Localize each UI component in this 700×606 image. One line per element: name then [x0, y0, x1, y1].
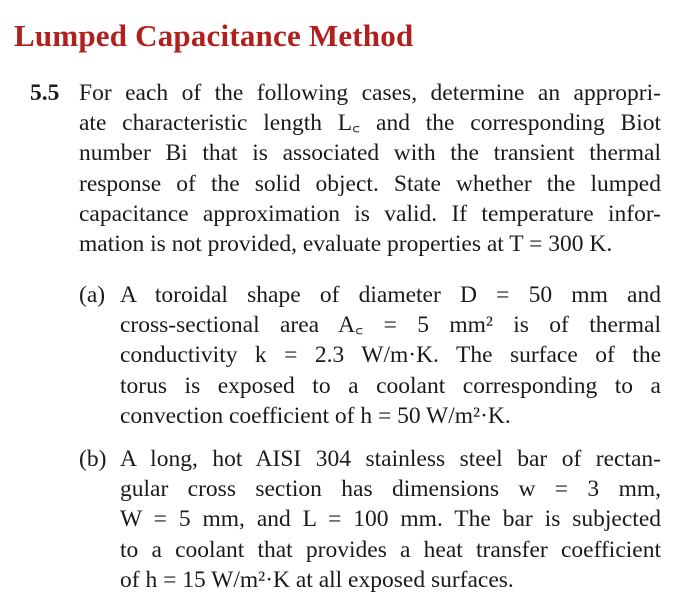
part-line: cross-sectional area A꜀ = 5 mm² is of thermal	[120, 312, 661, 339]
problem-line: number Bi that is associated with the transient thermal	[79, 140, 661, 167]
section-title: Lumped Capacitance Method	[14, 18, 414, 53]
part-label: (a)	[79, 282, 106, 308]
part-line: gular cross section has dimensions w = 3 mm,	[120, 476, 661, 503]
part-line: conductivity k = 2.3 W/m·K. The surface of the	[120, 342, 661, 369]
part-line: A long, hot AISI 304 stainless steel bar of rectan-	[120, 446, 661, 472]
problem-line: mation is not provided, evaluate properties at T = 300 K.	[79, 231, 613, 258]
problem-line: capacitance approximation is valid. If temperature infor-	[79, 200, 661, 227]
problem-line: ate characteristic length L꜀ and the corresponding Biot	[79, 110, 661, 137]
part-b-text	[120, 444, 661, 595]
problem-number: 5.5	[30, 80, 60, 106]
part-label: (b)	[79, 446, 107, 472]
part-line: to a coolant that provides a heat transfer coefficient	[120, 536, 661, 563]
part-line: of h = 15 W/m²·K at all exposed surfaces.	[120, 566, 514, 593]
part-line: torus is exposed to a coolant corresponding to a	[120, 372, 661, 399]
problem-statement	[79, 78, 661, 259]
part-a-text	[120, 280, 661, 431]
part-line: convection coefficient of h = 50 W/m²·K.	[120, 402, 511, 429]
part-line: W = 5 mm, and L = 100 mm. The bar is subjected	[120, 506, 661, 533]
part-line: A toroidal shape of diameter D = 50 mm and	[120, 282, 661, 308]
problem-line: response of the solid object. State whether the lumped	[79, 170, 661, 197]
problem-line: For each of the following cases, determine an appropri-	[79, 80, 661, 106]
